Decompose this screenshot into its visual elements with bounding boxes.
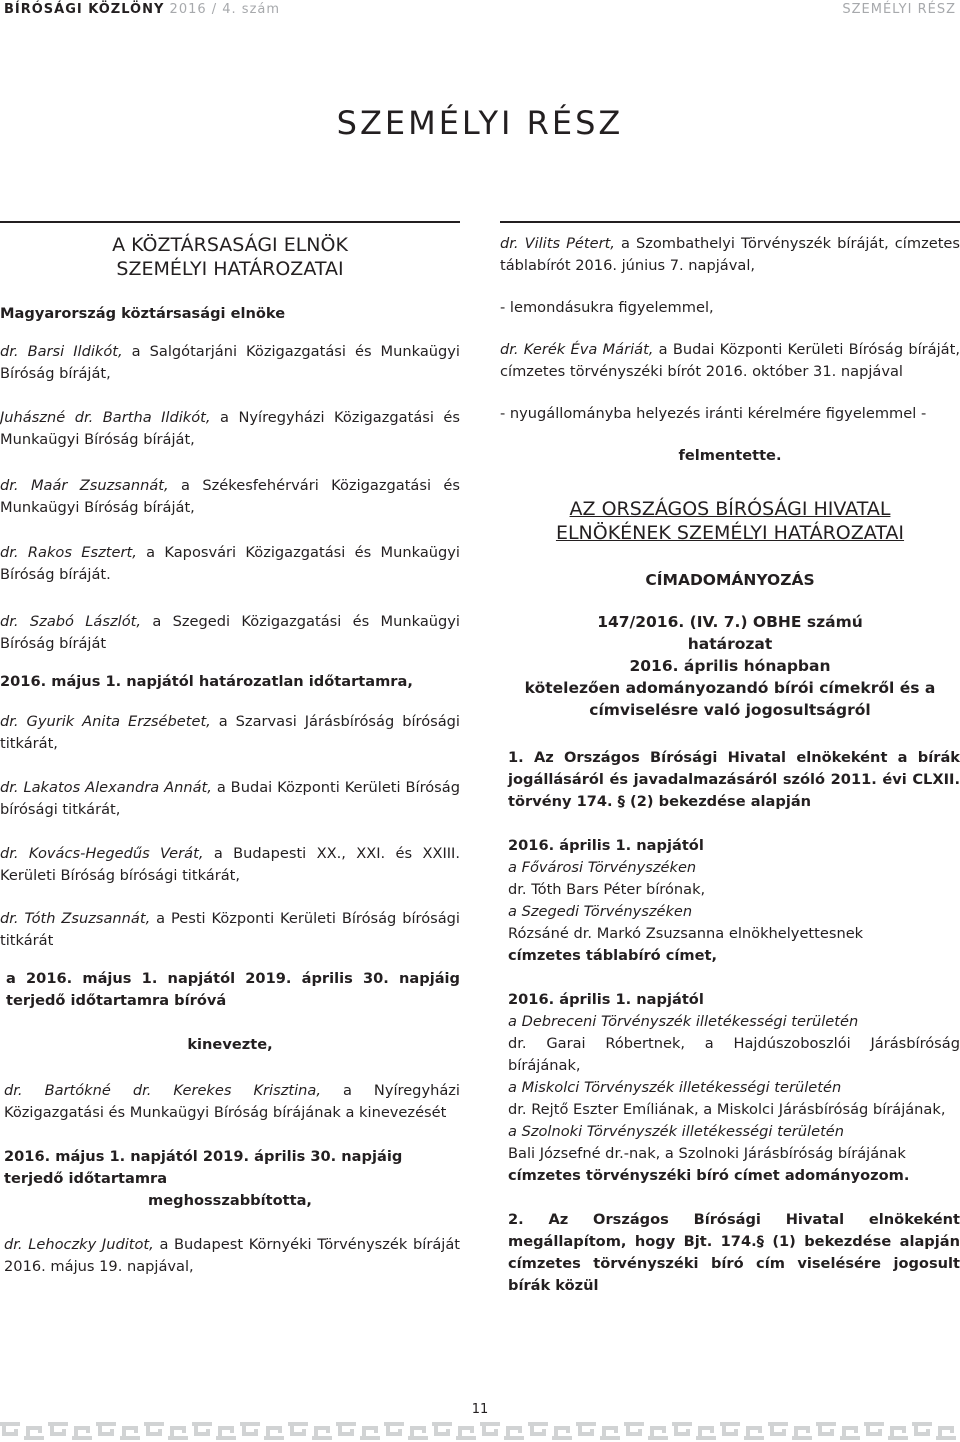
decision-heading-line: kötelezően adományozandó bírói címekről és a (524, 679, 936, 697)
person-name: dr. Rakos Esztert, (0, 544, 137, 561)
award-date: 2016. április 1. napjától (508, 991, 704, 1008)
decision-heading-line: határozat (687, 635, 773, 653)
court-name: a Fővárosi Törvényszéken (508, 859, 697, 876)
person-name: Juhászné dr. Bartha Ildikót, (0, 409, 211, 426)
paragraph-text: a Budai Központi Kerületi Bíróság bírósági titkárát, (0, 779, 460, 818)
publication-name: BÍRÓSÁGI KÖZLÖNY (4, 2, 165, 17)
person-name: dr. Lehoczky Juditot, (4, 1236, 154, 1253)
paragraph-text: a Pesti Központi Kerületi Bíróság bírósági titkárát (0, 910, 460, 949)
paragraph (0, 777, 460, 821)
paragraph-text: a Székesfehérvári Közigazgatási és Munkaügyi Bíróság bíráját, (0, 477, 460, 516)
section-title-line: SZEMÉLYI HATÁROZATAI (116, 258, 344, 280)
paragraph (0, 1080, 460, 1124)
award-block-1 (500, 835, 960, 967)
decision-verb: meghosszabbította, (148, 1192, 312, 1209)
intro-text: Magyarország köztársasági elnöke (0, 305, 286, 322)
paragraph (0, 1234, 460, 1278)
court-name: a Szolnoki Törvényszék illetékességi területén (508, 1123, 845, 1140)
paragraph-text: a Szarvasi Járásbíróság bírósági titkárát, (0, 713, 460, 752)
paragraph (0, 341, 460, 385)
person-name: dr. Bartókné dr. Kerekes Krisztina, (4, 1082, 321, 1099)
condition-text: - lemondásukra figyelemmel, (500, 299, 714, 316)
header-left (4, 2, 280, 17)
page-title: SZEMÉLYI RÉSZ (336, 104, 624, 142)
running-header (0, 0, 960, 22)
point-1: 1. Az Országos Bírósági Hivatal elnökeként a bírák jogállásáról és javadalmazásáról szóló 2011. évi CLXII. törvény 174. § (2) bekezdése alapján (508, 749, 960, 810)
paragraph-text: a Szegedi Közigazgatási és Munkaügyi Bíróság bíráját (0, 613, 460, 652)
awardee: dr. Garai Róbertnek, a Hajdúszoboszlói Járásbíróság bírájának, (508, 1035, 960, 1074)
award-date: 2016. április 1. napjától (508, 837, 704, 854)
term-text: 2016. május 1. napjától határozatlan időtartamra, (0, 673, 413, 690)
right-column (500, 221, 960, 1297)
award-title: címzetes törvényszéki bíró címet adományozom. (508, 1167, 910, 1184)
condition-text: - nyugállományba helyezés iránti kérelmére figyelemmel - (500, 405, 927, 422)
court-name: a Debreceni Törvényszék illetékességi területén (508, 1013, 859, 1030)
left-column (0, 221, 460, 1278)
issue-number: 2016 / 4. szám (169, 2, 281, 17)
person-name: dr. Gyurik Anita Erzsébetet, (0, 713, 211, 730)
court-name: a Szegedi Törvényszéken (508, 903, 693, 920)
person-name: dr. Kovács-Hegedűs Verát, (0, 845, 204, 862)
section-title-line: A KÖZTÁRSASÁGI ELNÖK (112, 234, 348, 256)
paragraph (0, 475, 460, 519)
paragraph-text: a Szombathelyi Törvényszék bíráját, címzetes táblabírót 2016. június 7. napjával, (500, 235, 960, 274)
person-name: dr. Kerék Éva Máriát, (500, 341, 654, 358)
section-title-line: ELNÖKÉNEK SZEMÉLYI HATÁROZATAI (555, 522, 905, 544)
paragraph (500, 339, 960, 383)
decision-verb: kinevezte, (187, 1036, 273, 1053)
paragraph (0, 711, 460, 755)
awardee: Bali Józsefné dr.-nak, a Szolnoki Járásbíróság bírájának (508, 1145, 906, 1162)
section-rule (500, 221, 960, 223)
subsection-title: CÍMADOMÁNYOZÁS (645, 571, 815, 589)
decision-heading-line: 2016. április hónapban (629, 657, 831, 675)
person-name: dr. Lakatos Alexandra Annát, (0, 779, 212, 796)
term-text: 2016. május 1. napjától 2019. április 30. napjáig terjedő időtartamra (4, 1148, 403, 1187)
paragraph-text: a Kaposvári Közigazgatási és Munkaügyi Bíróság bíráját. (0, 544, 460, 583)
paragraph-text: a Budapest Környéki Törvényszék bíráját 2016. május 19. napjával, (4, 1236, 460, 1275)
paragraph (0, 843, 460, 887)
decision-heading-line: 147/2016. (IV. 7.) OBHE számú (597, 613, 863, 631)
awardee: Rózsáné dr. Markó Zsuzsanna elnökhelyettesnek (508, 925, 864, 942)
decorative-footer-band (0, 1420, 960, 1442)
section-title-obh (500, 497, 960, 545)
paragraph (500, 233, 960, 277)
page-number: 11 (471, 1402, 489, 1417)
decision-verb: felmentette. (678, 447, 782, 464)
paragraph (0, 542, 460, 586)
paragraph-text: a Budapesti XX., XXI. és XXIII. Kerületi Bíróság bírósági titkárát, (0, 845, 460, 884)
paragraph (0, 407, 460, 451)
person-name: dr. Tóth Zsuzsannát, (0, 910, 151, 927)
paragraph (0, 908, 460, 952)
paragraph-text: a Nyíregyházi Közigazgatási és Munkaügyi Bíróság bírájának a kinevezését (4, 1082, 460, 1121)
person-name: dr. Barsi Ildikót, (0, 343, 123, 360)
award-block-2 (500, 989, 960, 1187)
awardee: dr. Rejtő Eszter Emíliának, a Miskolci Járásbíróság bírájának, (508, 1101, 946, 1118)
paragraph-text: a Budai Központi Kerületi Bíróság bíráját, címzetes törvényszéki bírót 2016. október 31. napjával (500, 341, 960, 380)
term-text: a 2016. május 1. napjától 2019. április 30. napjáig terjedő időtartamra bíróvá (6, 970, 460, 1009)
decision-heading (500, 611, 960, 721)
paragraph-text: a Nyíregyházi Közigazgatási és Munkaügyi Bíróság bíráját, (0, 409, 460, 448)
section-title-president (0, 233, 460, 281)
section-title-line: AZ ORSZÁGOS BÍRÓSÁGI HIVATAL (569, 498, 891, 520)
court-name: a Miskolci Törvényszék illetékességi területén (508, 1079, 842, 1096)
awardee: dr. Tóth Bars Péter bírónak, (508, 881, 706, 898)
person-name: dr. Szabó Lászlót, (0, 613, 141, 630)
header-section: SZEMÉLYI RÉSZ (842, 2, 956, 17)
point-2: 2. Az Országos Bírósági Hivatal elnökeként megállapítom, hogy Bjt. 174.§ (1) bekezdése alapján címzetes törvényszéki bíró cím viselésére jogosult bírák közül (508, 1211, 960, 1294)
award-title: címzetes táblabíró címet, (508, 947, 718, 964)
person-name: dr. Vilits Pétert, (500, 235, 615, 252)
decision-heading-line: címviselésre való jogosultságról (589, 701, 871, 719)
paragraph-text: a Salgótarjáni Közigazgatási és Munkaügyi Bíróság bíráját, (0, 343, 460, 382)
person-name: dr. Maár Zsuzsannát, (0, 477, 169, 494)
paragraph (0, 611, 460, 655)
section-rule (0, 221, 460, 223)
